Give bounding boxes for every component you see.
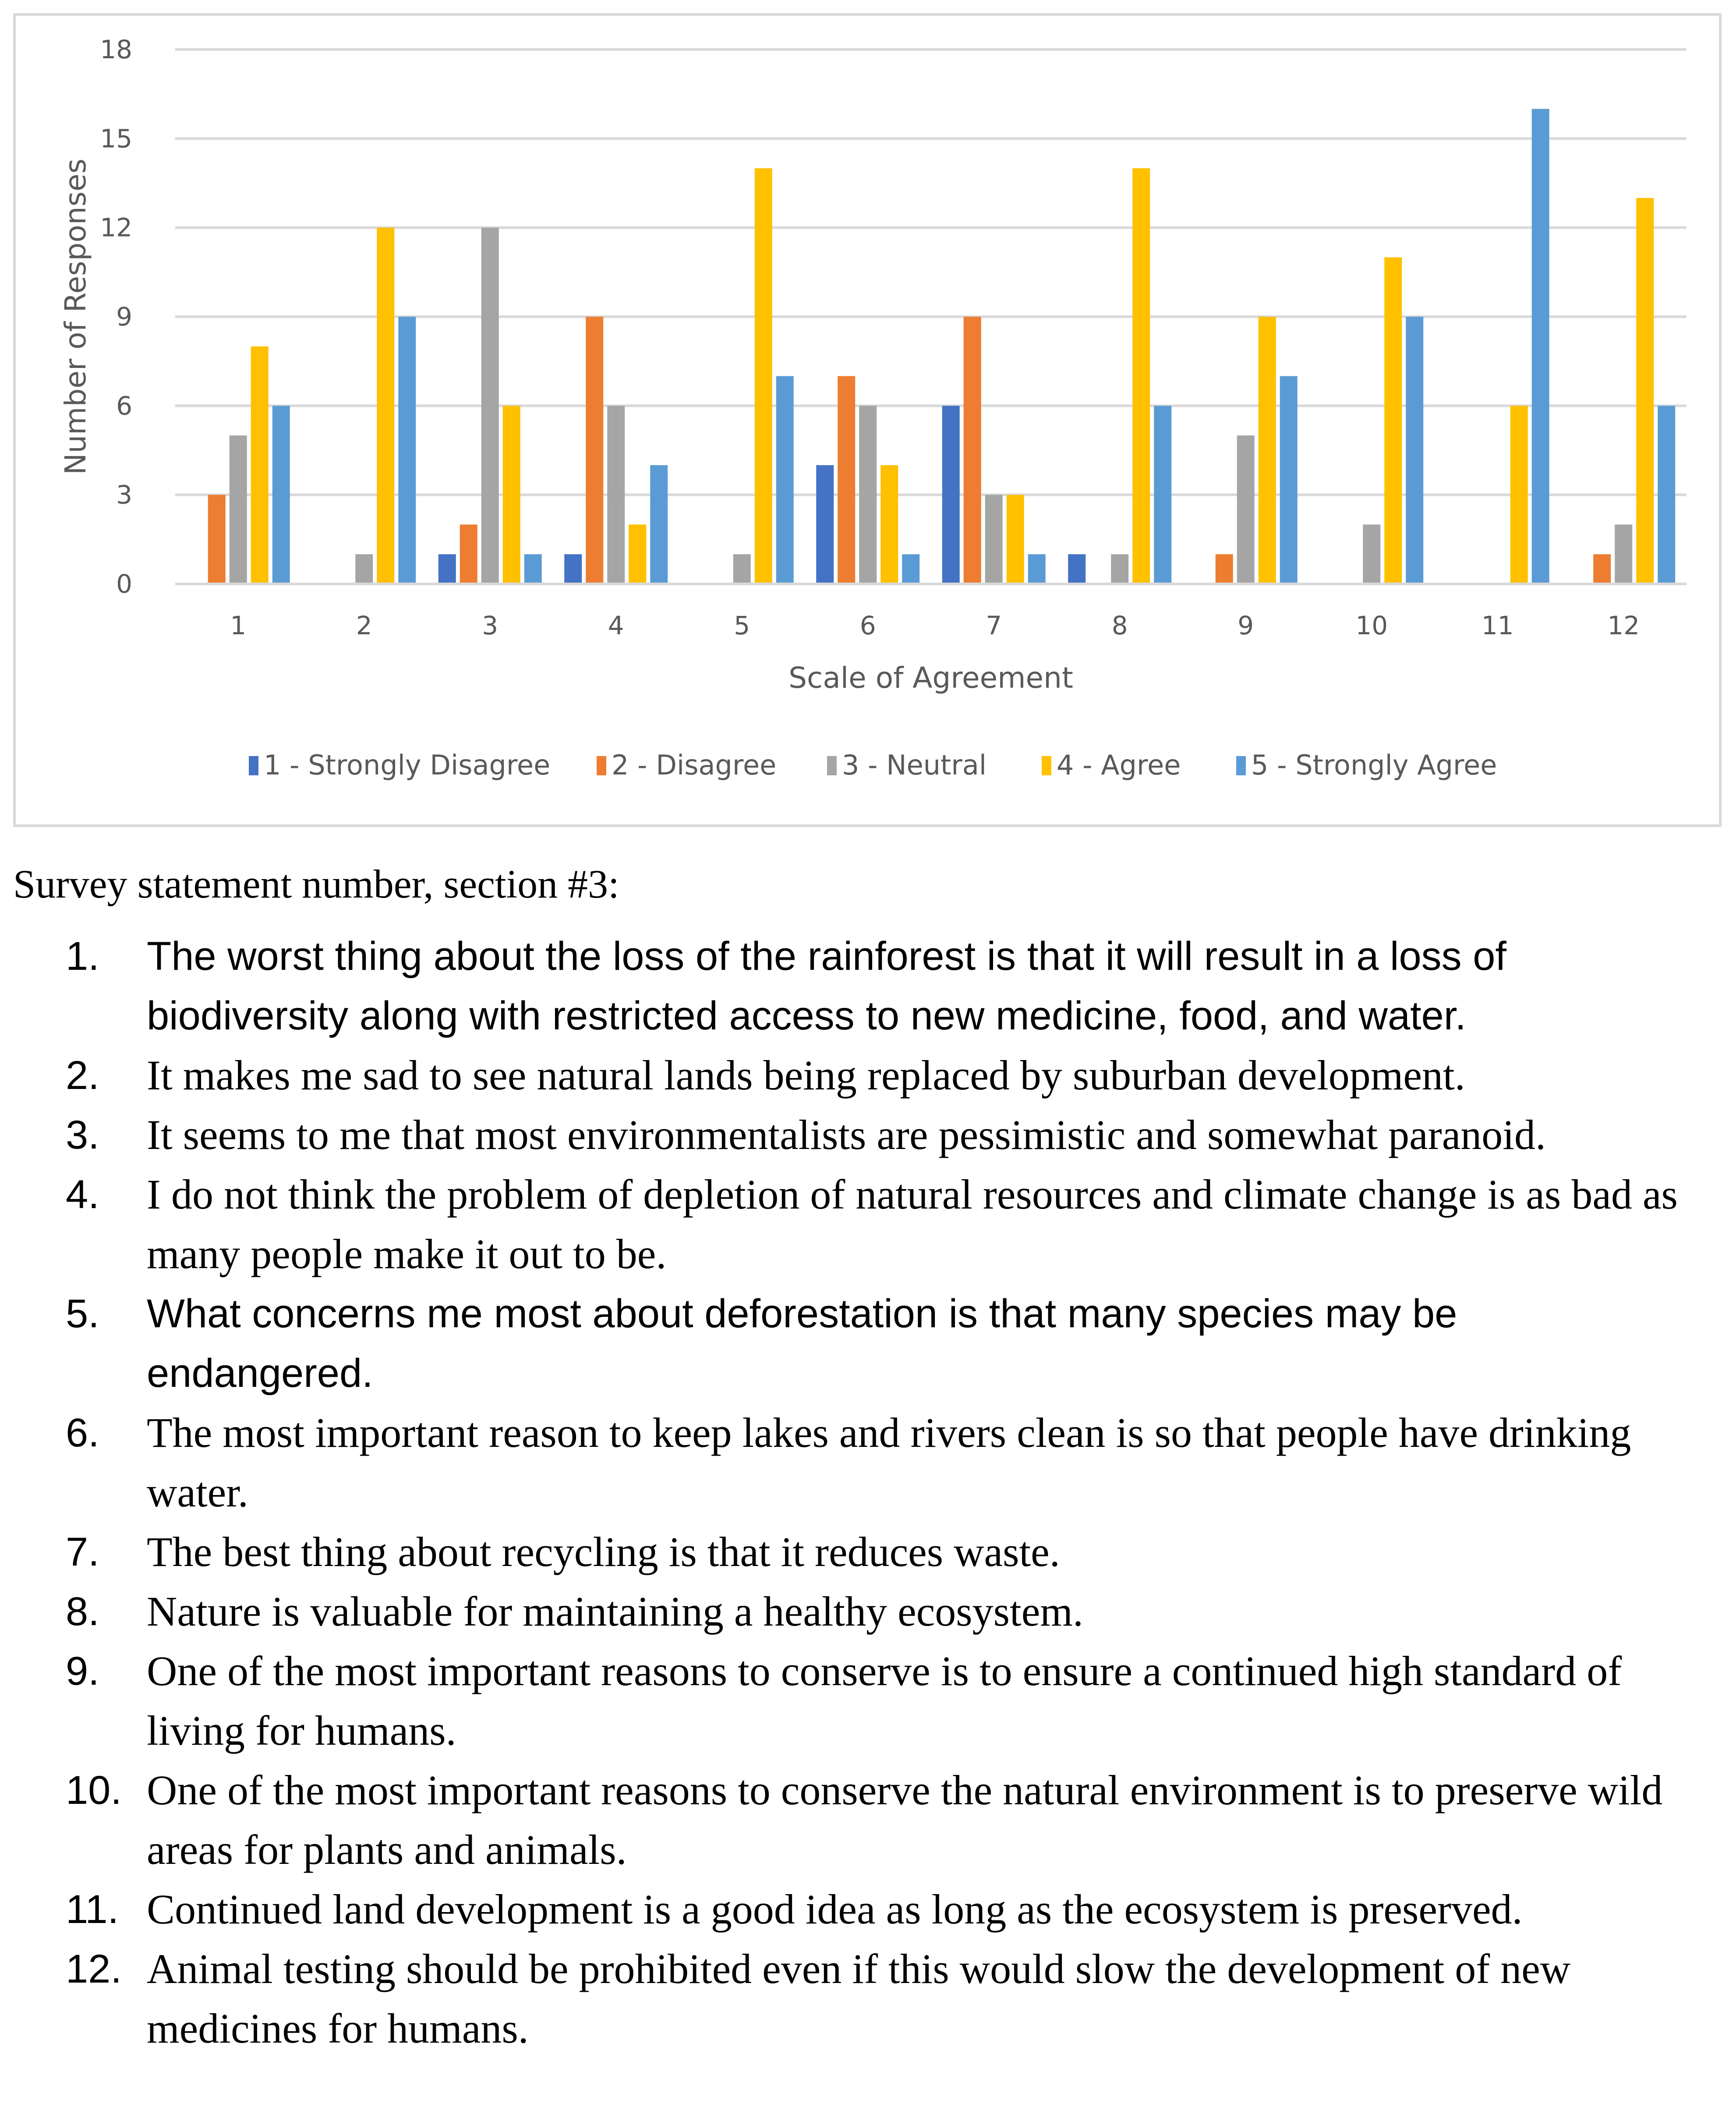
bars bbox=[208, 109, 1676, 583]
statement-number: 2. bbox=[66, 1053, 99, 1098]
y-tick-label: 18 bbox=[100, 35, 132, 64]
statement-text: The best thing about recycling is that it reduces waste. bbox=[147, 1528, 1060, 1575]
legend-swatch bbox=[1236, 756, 1246, 775]
y-tick-label: 0 bbox=[116, 569, 132, 599]
statement-number: 9. bbox=[66, 1649, 99, 1693]
statement-text: It makes me sad to see natural lands being replaced by suburban development. bbox=[147, 1052, 1465, 1099]
statement-number: 1. bbox=[66, 934, 99, 979]
statement-number: 6. bbox=[66, 1410, 99, 1455]
bar bbox=[272, 406, 290, 583]
x-axis-title: Scale of Agreement bbox=[788, 661, 1073, 695]
bar bbox=[985, 495, 1003, 583]
statement-item bbox=[66, 1403, 1687, 1522]
statement-item bbox=[66, 1105, 1687, 1165]
legend-item bbox=[1042, 749, 1181, 781]
bar bbox=[942, 406, 960, 583]
statement-text: What concerns me most about deforestation is that many species may be endangered. bbox=[147, 1291, 1457, 1396]
bar bbox=[1280, 376, 1298, 583]
statement-item bbox=[66, 926, 1687, 1046]
bar bbox=[460, 524, 477, 583]
statement-number: 10. bbox=[66, 1768, 122, 1813]
legend-label: 2 - Disagree bbox=[612, 749, 777, 781]
legend-label: 5 - Strongly Agree bbox=[1251, 749, 1497, 781]
statement-number: 5. bbox=[66, 1291, 99, 1336]
statement-item bbox=[66, 1582, 1687, 1641]
bar bbox=[1111, 554, 1128, 583]
x-tick-label: 9 bbox=[1237, 611, 1254, 640]
y-tick-label: 12 bbox=[100, 212, 132, 243]
y-tick-label: 3 bbox=[116, 480, 132, 510]
statement-number: 3. bbox=[66, 1113, 99, 1157]
statement-text: I do not think the problem of depletion of natural resources and climate change is as bad as many people make it out to be. bbox=[147, 1171, 1678, 1277]
bar bbox=[1532, 109, 1549, 583]
bar bbox=[1658, 406, 1675, 583]
bar bbox=[438, 554, 456, 583]
x-tick-label: 1 bbox=[230, 611, 247, 640]
statement-item bbox=[66, 1046, 1687, 1105]
statement-text: One of the most important reasons to conserve the natural environment is to preserve wild areas for plants and animals. bbox=[147, 1767, 1663, 1873]
statement-list bbox=[66, 926, 1687, 2058]
bar bbox=[564, 554, 582, 583]
bar-chart bbox=[16, 16, 1719, 824]
bar bbox=[880, 465, 898, 583]
bar bbox=[251, 346, 269, 583]
x-tick-label: 3 bbox=[482, 611, 499, 640]
bar bbox=[230, 435, 247, 583]
legend-label: 3 - Neutral bbox=[842, 749, 987, 781]
bar bbox=[607, 406, 625, 583]
statement-text: Nature is valuable for maintaining a healthy ecosystem. bbox=[147, 1588, 1083, 1635]
bar bbox=[1510, 406, 1528, 583]
bar bbox=[755, 168, 772, 583]
bar bbox=[1363, 524, 1380, 583]
bar bbox=[355, 554, 373, 583]
bar bbox=[859, 406, 877, 583]
bar bbox=[964, 317, 981, 583]
x-tick-label: 10 bbox=[1355, 611, 1388, 640]
y-tick-label: 15 bbox=[100, 124, 132, 154]
statement-number: 12. bbox=[66, 1947, 122, 1991]
bar bbox=[586, 317, 603, 583]
y-tick-label: 9 bbox=[116, 302, 132, 332]
x-tick-label: 11 bbox=[1481, 611, 1514, 640]
statement-item bbox=[66, 1760, 1687, 1880]
y-tick-label: 6 bbox=[116, 391, 132, 421]
legend-item bbox=[597, 749, 776, 781]
bar bbox=[650, 465, 668, 583]
x-tick-label: 8 bbox=[1111, 611, 1128, 640]
statement-text: Animal testing should be prohibited even if this would slow the development of new medicines for humans. bbox=[147, 1945, 1571, 2052]
bar bbox=[1028, 554, 1046, 583]
legend-swatch bbox=[597, 756, 606, 775]
statement-number: 7. bbox=[66, 1530, 99, 1574]
statement-number: 8. bbox=[66, 1589, 99, 1634]
legend-item bbox=[827, 749, 986, 781]
bar bbox=[816, 465, 834, 583]
bar bbox=[902, 554, 919, 583]
bar bbox=[1406, 317, 1423, 583]
statement-item bbox=[66, 1641, 1687, 1760]
bar bbox=[481, 228, 499, 583]
bar bbox=[1007, 495, 1024, 583]
bar bbox=[1384, 257, 1402, 583]
legend-label: 4 - Agree bbox=[1057, 749, 1181, 781]
x-tick-label: 12 bbox=[1607, 611, 1640, 640]
statement-item bbox=[66, 1880, 1687, 1939]
bar bbox=[1615, 524, 1632, 583]
x-tick-label: 2 bbox=[356, 611, 372, 640]
x-tick-label: 4 bbox=[608, 611, 624, 640]
statement-item bbox=[66, 1939, 1687, 2058]
legend-swatch bbox=[1042, 756, 1051, 775]
bar bbox=[629, 524, 646, 583]
x-tick-label: 7 bbox=[986, 611, 1002, 640]
statement-text: It seems to me that most environmentalists are pessimistic and somewhat paranoid. bbox=[147, 1111, 1546, 1158]
bar bbox=[208, 495, 226, 583]
statement-text: One of the most important reasons to conserve is to ensure a continued high standard of living for humans. bbox=[147, 1647, 1622, 1754]
bar bbox=[398, 317, 416, 583]
bar bbox=[1216, 554, 1233, 583]
legend-item bbox=[1236, 749, 1497, 781]
bar bbox=[838, 376, 855, 583]
chart-frame bbox=[13, 13, 1722, 827]
bar bbox=[503, 406, 520, 583]
bar bbox=[1259, 317, 1276, 583]
statement-number: 11. bbox=[66, 1887, 119, 1932]
y-axis-ticks bbox=[100, 35, 132, 599]
statement-text: The worst thing about the loss of the rainforest is that it will result in a loss of biodiversity along with restricted access to new medicine, food, and water. bbox=[147, 934, 1506, 1038]
x-tick-label: 6 bbox=[859, 611, 876, 640]
bar bbox=[1237, 435, 1255, 583]
bar bbox=[776, 376, 794, 583]
y-axis-title: Number of Responses bbox=[59, 158, 92, 475]
caption: Survey statement number, section #3: bbox=[13, 862, 619, 906]
bar bbox=[524, 554, 542, 583]
bar bbox=[377, 228, 394, 583]
legend-swatch bbox=[249, 756, 258, 775]
bar bbox=[733, 554, 751, 583]
statement-number: 4. bbox=[66, 1172, 99, 1217]
x-tick-label: 5 bbox=[734, 611, 750, 640]
legend-label: 1 - Strongly Disagree bbox=[264, 749, 551, 781]
bar bbox=[1593, 554, 1611, 583]
bar bbox=[1132, 168, 1150, 583]
bar bbox=[1068, 554, 1085, 583]
statement-item bbox=[66, 1522, 1687, 1582]
statement-item bbox=[66, 1165, 1687, 1284]
bar bbox=[1154, 406, 1171, 583]
bar bbox=[1636, 198, 1654, 583]
statement-item bbox=[66, 1284, 1687, 1403]
statement-text: The most important reason to keep lakes and rivers clean is so that people have drinking water. bbox=[147, 1409, 1631, 1516]
legend bbox=[249, 749, 1497, 781]
legend-item bbox=[249, 749, 550, 781]
x-axis-ticks bbox=[230, 611, 1640, 640]
statement-text: Continued land development is a good idea as long as the ecosystem is preserved. bbox=[147, 1886, 1523, 1933]
legend-swatch bbox=[827, 756, 837, 775]
